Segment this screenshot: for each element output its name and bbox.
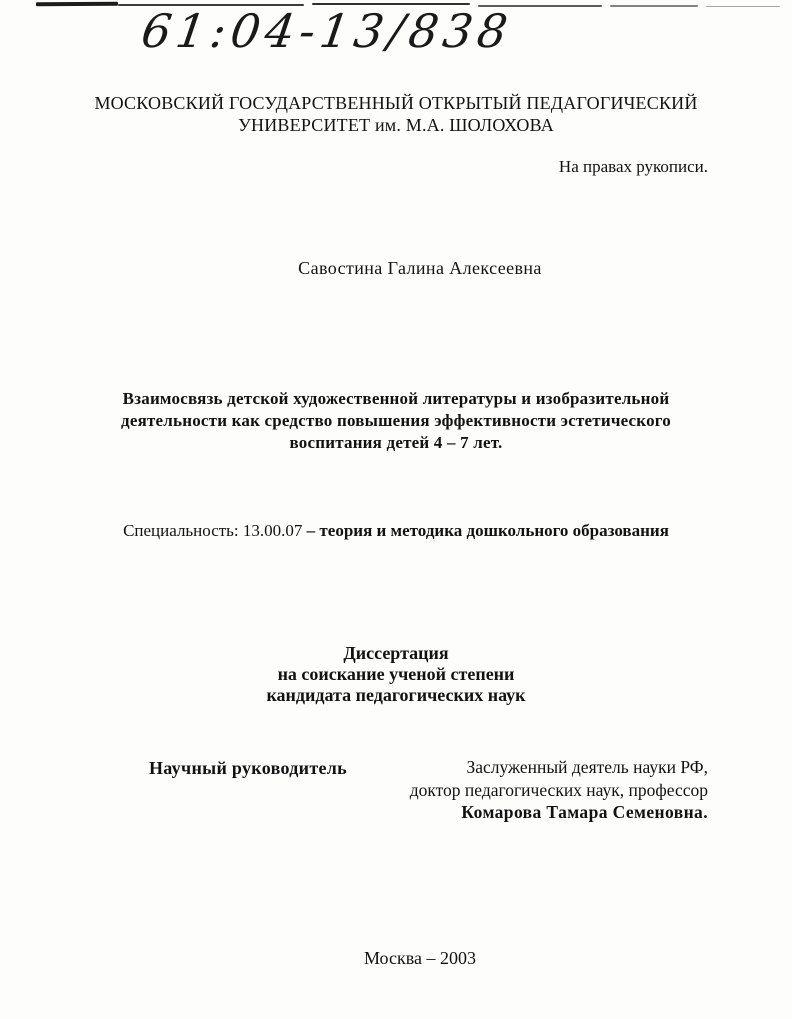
supervisor-degree: доктор педагогических наук, профессор [409,779,708,800]
city-year: Москва – 2003 [364,948,476,968]
specialty-field: – теория и методика дошкольного образования [306,521,669,540]
dissertation-title-line3: воспитания детей 4 – 7 лет. [289,433,503,452]
supervisor-label: Научный руководитель [149,758,347,778]
scan-artifact-line [36,2,118,6]
dissertation-type-line2: на соискание ученой степени [277,664,515,684]
scan-artifact-line [610,5,698,7]
university-name [0,92,792,136]
university-name-line2: УНИВЕРСИТЕТ им. М.А. ШОЛОХОВА [238,115,554,135]
dissertation-title-line2: деятельности как средство повышения эффективности эстетического [121,411,671,430]
specialty-line [0,521,792,541]
supervisor-honors: Заслуженный деятель науки РФ, [466,757,708,777]
manuscript-rights-note: На правах рукописи. [558,157,708,176]
dissertation-type-line1: Диссертация [343,643,449,663]
dissertation-type-line3: кандидата педагогических наук [266,685,526,705]
author-name: Савостина Галина Алексеевна [298,258,542,278]
dissertation-title [0,388,792,454]
handwritten-catalog-number: 61:04-13/838 [138,4,516,58]
supervisor-details [368,756,708,824]
university-name-line1: МОСКОВСКИЙ ГОСУДАРСТВЕННЫЙ ОТКРЫТЫЙ ПЕДАГОГИЧЕСКИЙ [94,93,698,113]
dissertation-type-statement [0,643,792,706]
scan-artifact-line [706,6,780,7]
supervisor-name: Комарова Тамара Семеновна. [461,802,708,822]
dissertation-title-line1: Взаимосвязь детской художественной литературы и изобразительной [122,389,670,408]
specialty-label: Специальность: 13.00.07 [123,521,303,540]
